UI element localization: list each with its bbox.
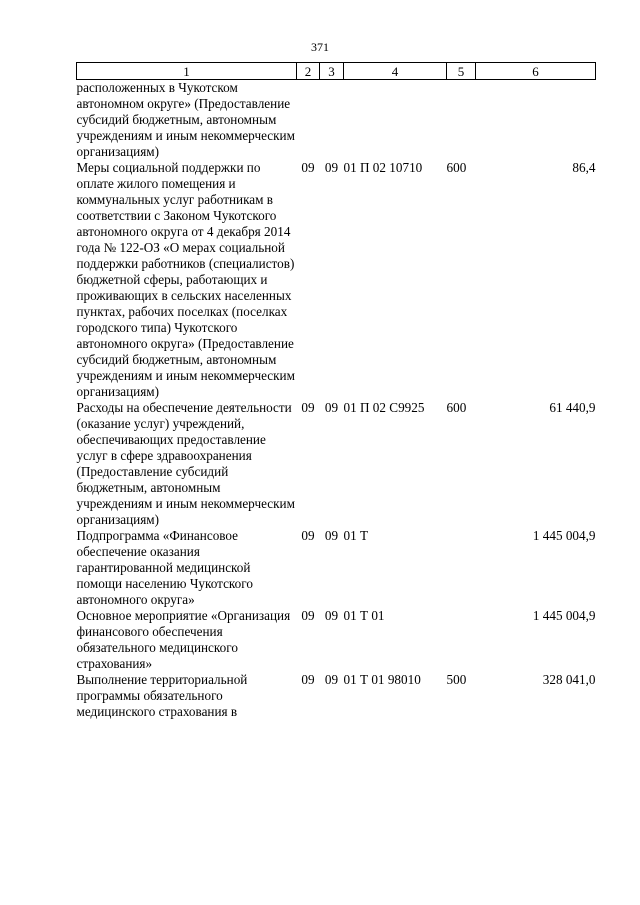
row-target-code: 01 П 02 С9925 [343,400,425,415]
row-sum [476,80,596,161]
table-row [77,608,596,672]
table-row [77,528,596,608]
row-subsection [320,80,344,161]
row-target-code [344,80,447,161]
row-subsection: 09 [324,672,339,687]
column-header-6: 6 [476,63,596,80]
column-header-2: 2 [297,63,320,80]
row-sum: 1 445 004,9 [532,528,596,543]
row-name: Меры социальной поддержки по оплате жилого помещения и коммунальных услуг работникам в соответствии с Законом Чукотского автономного округа от 4 декабря 2014 года № 122-ОЗ «О мерах социальной поддержки работников (специалистов) бюджетной сферы, работающих и проживающих в сельских населенных пунктах, рабочих поселках (поселках городского типа) Чукотского автономного округа» (Предоставление субсидий бюджетным, автономным учреждениям и иным некоммерческим организациям) [76,160,295,399]
column-header-1: 1 [77,63,297,80]
budget-table [76,62,596,720]
row-section: 09 [301,608,315,623]
row-name: Основное мероприятие «Организация финансового обеспечения обязательного медицинского страхования» [76,608,291,671]
column-header-4: 4 [344,63,447,80]
table-header-row [77,63,596,80]
row-target-code: 01 Т [343,528,369,543]
row-section: 09 [301,160,315,175]
row-section: 09 [301,672,315,687]
row-name: Выполнение территориальной программы обязательного медицинского страхования в [76,672,248,719]
table-row [77,400,596,528]
row-sum: 61 440,9 [549,400,596,415]
row-sum: 328 041,0 [542,672,596,687]
row-name: Расходы на обеспечение деятельности (оказание услуг) учреждений, обеспечивающих предоставление услуг в сфере здравоохранения (Предоставление субсидий бюджетным, автономным учреждениям и иным некоммерческим организациям) [76,400,295,527]
table-row [77,672,596,720]
row-name: Подпрограмма «Финансовое обеспечение оказания гарантированной медицинской помощи населению Чукотского автономного округа» [76,528,253,607]
row-subsection: 09 [324,608,339,623]
row-name: расположенных в Чукотском автономном округе» (Предоставление субсидий бюджетным, автономным учреждениям и иным некоммерческим организациям) [76,80,295,159]
row-section: 09 [301,400,315,415]
row-subsection: 09 [324,160,339,175]
row-section [297,80,320,161]
table-row [77,160,596,400]
row-expense-type [447,608,476,672]
row-sum: 1 445 004,9 [532,608,596,623]
row-sum: 86,4 [572,160,596,175]
row-expense-type: 500 [446,672,467,687]
row-target-code: 01 Т 01 98010 [343,672,421,687]
column-header-5: 5 [447,63,476,80]
row-target-code: 01 П 02 10710 [343,160,423,175]
table-row [77,80,596,161]
row-subsection: 09 [324,528,339,543]
row-expense-type: 600 [446,160,467,175]
row-section: 09 [301,528,315,543]
row-expense-type [447,528,476,608]
column-header-3: 3 [320,63,344,80]
row-expense-type: 600 [446,400,467,415]
row-subsection: 09 [324,400,339,415]
row-expense-type [447,80,476,161]
page-number: 371 [311,40,329,54]
row-target-code: 01 Т 01 [343,608,385,623]
